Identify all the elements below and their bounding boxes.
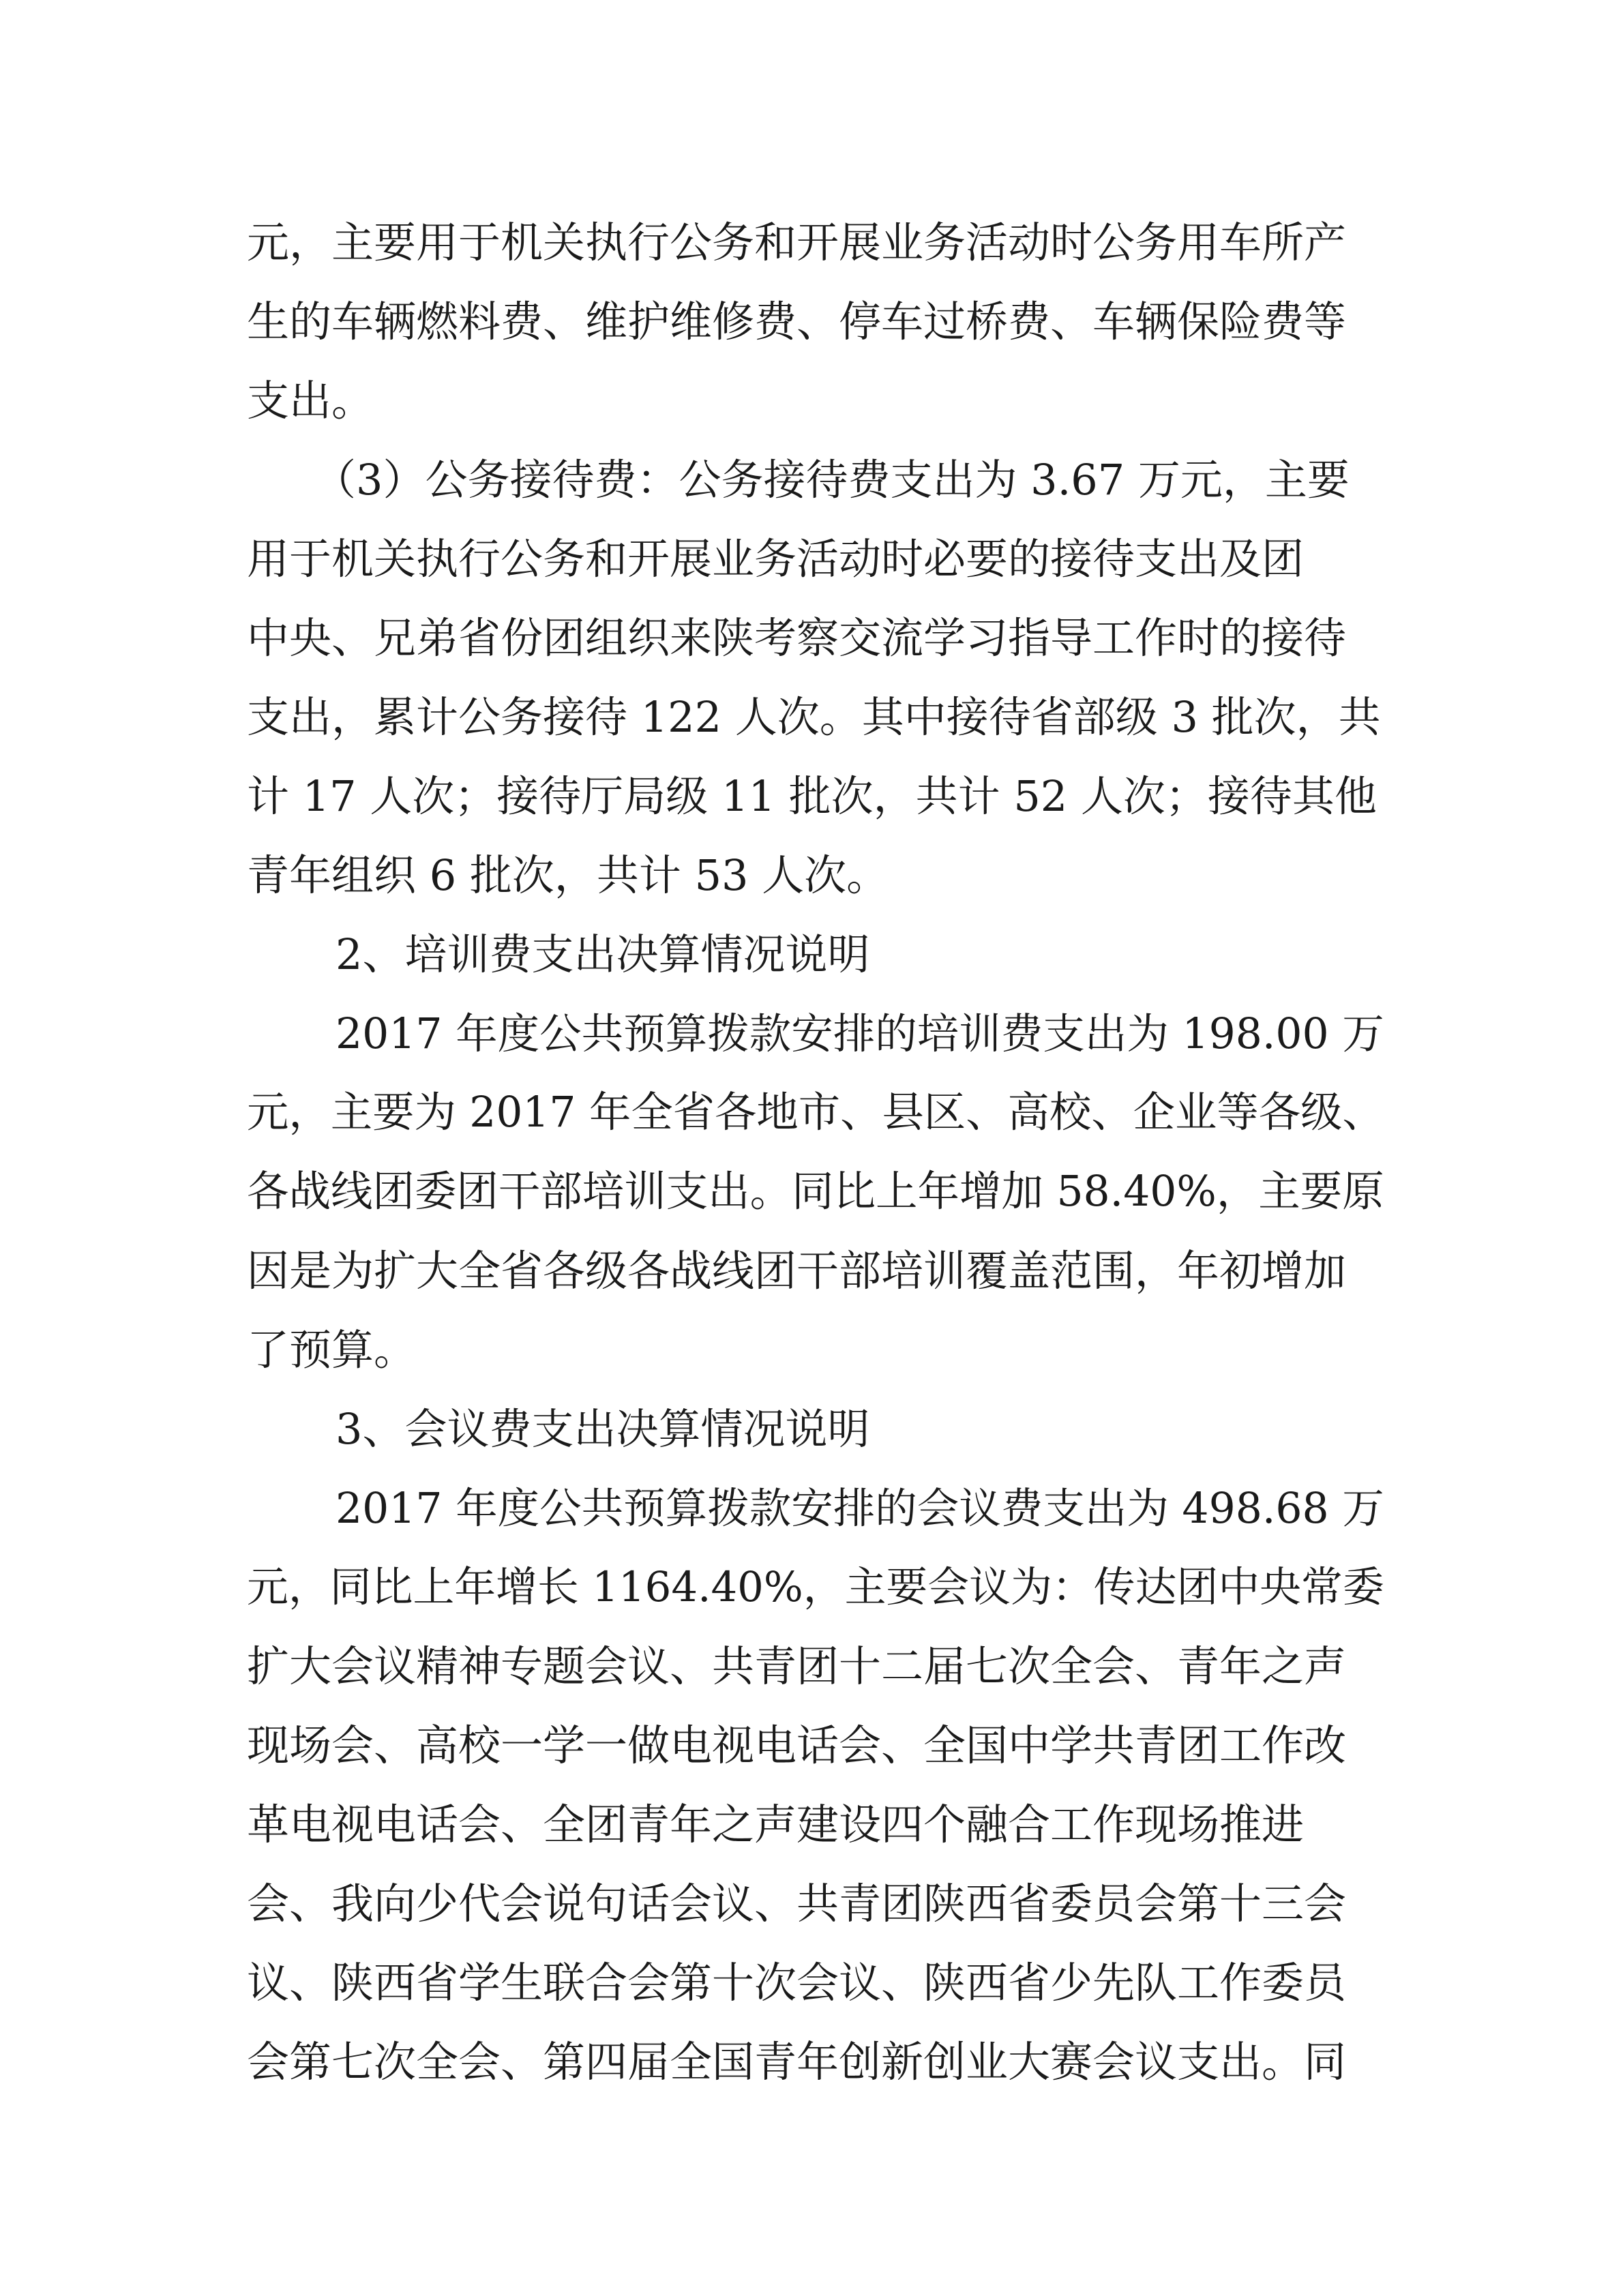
paragraph-line: 2017 年度公共预算拨款安排的培训费支出为 198.00 万 (336, 1009, 1384, 1058)
paragraph-line: （3）公务接待费：公务接待费支出为 3.67 万元，主要 (314, 455, 1350, 505)
paragraph-line: 支出。 (247, 376, 374, 426)
paragraph-line: 元，主要为 2017 年全省各地市、县区、高校、企业等各级、 (247, 1088, 1384, 1137)
paragraph-line: 现场会、高校一学一做电视电话会、全国中学共青团工作改 (247, 1720, 1347, 1770)
paragraph-line: 各战线团委团干部培训支出。同比上年增加 58.40%，主要原 (247, 1167, 1384, 1216)
paragraph-line: 会第七次全会、第四届全国青年创新创业大赛会议支出。同 (247, 2037, 1347, 2087)
paragraph-line: 支出，累计公务接待 122 人次。其中接待省部级 3 批次，共 (247, 692, 1381, 742)
paragraph-line: 元，同比上年增长 1164.40%，主要会议为：传达团中央常委 (247, 1564, 1384, 1611)
paragraph-line: 生的车辆燃料费、维护维修费、停车过桥费、车辆保险费等 (247, 297, 1347, 346)
paragraph-line: 计 17 人次；接待厅局级 11 批次，共计 52 人次；接待其他 (247, 771, 1377, 821)
paragraph-line: 革电视电话会、全团青年之声建设四个融合工作现场推进 (247, 1800, 1305, 1849)
section-heading: 2、培训费支出决算情况说明 (336, 929, 870, 979)
paragraph-line: 用于机关执行公务和开展业务活动时必要的接待支出及团 (247, 534, 1305, 584)
paragraph-line: 2017 年度公共预算拨款安排的会议费支出为 498.68 万 (336, 1484, 1384, 1533)
paragraph-line: 了预算。 (247, 1325, 417, 1375)
paragraph-line: 因是为扩大全省各级各战线团干部培训覆盖范围，年初增加 (247, 1246, 1347, 1296)
section-heading: 3、会议费支出决算情况说明 (336, 1404, 870, 1454)
paragraph-line: 青年组织 6 批次，共计 53 人次。 (247, 850, 889, 900)
paragraph-line: 扩大会议精神专题会议、共青团十二届七次全会、青年之声 (247, 1641, 1347, 1691)
paragraph-line: 中央、兄弟省份团组织来陕考察交流学习指导工作时的接待 (247, 613, 1347, 663)
paragraph-line: 议、陕西省学生联合会第十次会议、陕西省少先队工作委员 (247, 1958, 1347, 2008)
paragraph-line: 会、我向少代会说句话会议、共青团陕西省委员会第十三会 (247, 1879, 1347, 1928)
paragraph-line: 元，主要用于机关执行公务和开展业务活动时公务用车所产 (247, 218, 1347, 267)
